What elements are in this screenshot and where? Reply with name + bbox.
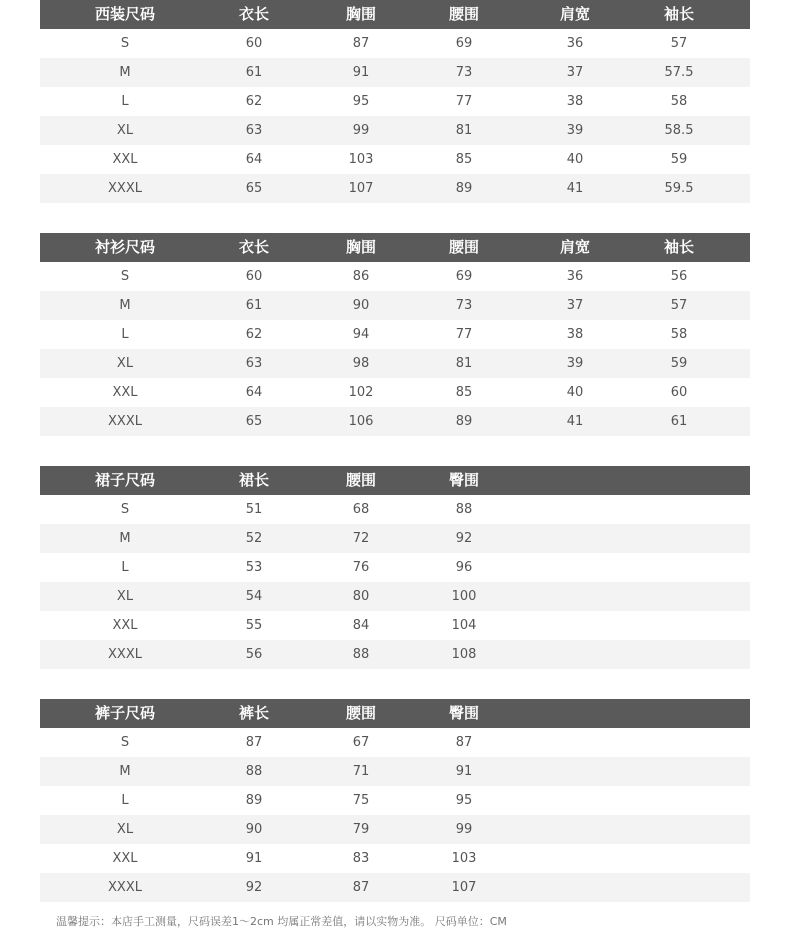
table-cell: 87 — [455, 735, 473, 750]
pants-size-table — [40, 699, 750, 902]
table-cell: 52 — [245, 531, 263, 546]
table-row — [40, 873, 750, 902]
table-cell: 85 — [455, 385, 473, 400]
table-cell: 62 — [245, 94, 263, 109]
table-cell: 61 — [670, 414, 688, 429]
table-cell: 75 — [352, 793, 370, 808]
table-row — [40, 553, 750, 582]
table-cell: 68 — [352, 502, 370, 517]
table-cell: 106 — [348, 414, 374, 429]
size-cell: L — [121, 560, 129, 575]
table-cell: 107 — [348, 181, 374, 196]
table-cell: 83 — [352, 851, 370, 866]
table-cell: 84 — [352, 618, 370, 633]
table-cell: 61 — [245, 298, 263, 313]
table-cell: 77 — [455, 327, 473, 342]
table-cell: 73 — [455, 298, 473, 313]
table-cell: 62 — [245, 327, 263, 342]
size-cell: XXXL — [108, 880, 142, 895]
table-cell: 60 — [245, 269, 263, 284]
table-cell: 91 — [455, 764, 473, 779]
table-row — [40, 582, 750, 611]
size-cell: XL — [116, 123, 134, 138]
header-cell: 裤子尺码 — [94, 704, 155, 722]
table-cell: 65 — [245, 414, 263, 429]
skirt-size-table — [40, 466, 750, 669]
size-cell: XXXL — [108, 181, 142, 196]
table-cell: 60 — [245, 36, 263, 51]
size-cell: M — [119, 298, 131, 313]
header-cell: 裙子尺码 — [94, 471, 155, 489]
table-cell: 57 — [670, 298, 688, 313]
size-cell: L — [121, 94, 129, 109]
size-cell: M — [119, 531, 131, 546]
table-header-row — [40, 466, 750, 495]
table-cell: 81 — [455, 123, 473, 138]
table-cell: 39 — [566, 123, 584, 138]
header-cell: 衬衫尺码 — [94, 238, 155, 256]
size-cell: M — [119, 764, 131, 779]
header-cell: 肩宽 — [559, 238, 590, 256]
table-cell: 81 — [455, 356, 473, 371]
table-row — [40, 349, 750, 378]
header-cell: 腰围 — [345, 704, 376, 722]
table-cell: 41 — [566, 414, 584, 429]
table-cell: 53 — [245, 560, 263, 575]
table-row — [40, 407, 750, 436]
table-cell: 107 — [451, 880, 477, 895]
table-row — [40, 815, 750, 844]
table-cell: 89 — [455, 414, 473, 429]
size-cell: M — [119, 65, 131, 80]
table-cell: 102 — [348, 385, 374, 400]
table-header-row — [40, 699, 750, 728]
table-cell: 54 — [245, 589, 263, 604]
size-cell: L — [121, 793, 129, 808]
table-cell: 64 — [245, 152, 263, 167]
table-cell: 72 — [352, 531, 370, 546]
size-cell: XXL — [112, 851, 138, 866]
table-row — [40, 728, 750, 757]
table-cell: 92 — [455, 531, 473, 546]
table-cell: 88 — [245, 764, 263, 779]
table-cell: 76 — [352, 560, 370, 575]
table-cell: 108 — [451, 647, 477, 662]
table-row — [40, 320, 750, 349]
table-row — [40, 291, 750, 320]
table-cell: 86 — [352, 269, 370, 284]
size-cell: XL — [116, 589, 134, 604]
table-cell: 36 — [566, 269, 584, 284]
size-cell: XXL — [112, 618, 138, 633]
table-cell: 51 — [245, 502, 263, 517]
table-cell: 40 — [566, 385, 584, 400]
table-cell: 104 — [451, 618, 477, 633]
header-cell: 袖长 — [663, 5, 694, 23]
header-cell: 西装尺码 — [94, 5, 155, 23]
table-cell: 38 — [566, 327, 584, 342]
table-row — [40, 524, 750, 553]
table-cell: 98 — [352, 356, 370, 371]
table-row — [40, 116, 750, 145]
header-cell: 袖长 — [663, 238, 694, 256]
footer-note: 温馨提示：本店手工测量，尺码误差1～2cm 均属正常差值，请以实物为准。 尺码单位：CM — [56, 915, 507, 928]
table-cell: 87 — [245, 735, 263, 750]
table-cell: 63 — [245, 356, 263, 371]
table-cell: 71 — [352, 764, 370, 779]
table-cell: 41 — [566, 181, 584, 196]
table-cell: 94 — [352, 327, 370, 342]
table-row — [40, 145, 750, 174]
table-cell: 89 — [455, 181, 473, 196]
table-cell: 63 — [245, 123, 263, 138]
table-cell: 88 — [455, 502, 473, 517]
table-cell: 87 — [352, 36, 370, 51]
table-cell: 99 — [455, 822, 473, 837]
table-cell: 100 — [451, 589, 477, 604]
table-cell: 91 — [352, 65, 370, 80]
table-cell: 58 — [670, 327, 688, 342]
table-row — [40, 844, 750, 873]
header-cell: 胸围 — [345, 238, 376, 256]
table-cell: 56 — [245, 647, 263, 662]
table-row — [40, 87, 750, 116]
table-cell: 55 — [245, 618, 263, 633]
header-cell: 腰围 — [345, 471, 376, 489]
table-header-row — [40, 0, 750, 29]
size-cell: XXXL — [108, 414, 142, 429]
table-row — [40, 58, 750, 87]
table-cell: 59.5 — [664, 181, 694, 196]
table-cell: 90 — [352, 298, 370, 313]
table-row — [40, 378, 750, 407]
table-cell: 40 — [566, 152, 584, 167]
header-cell: 腰围 — [448, 238, 479, 256]
table-row — [40, 262, 750, 291]
table-row — [40, 29, 750, 58]
shirt-size-table — [40, 233, 750, 436]
size-cell: L — [121, 327, 129, 342]
table-cell: 61 — [245, 65, 263, 80]
table-cell: 36 — [566, 36, 584, 51]
table-header-row — [40, 233, 750, 262]
table-cell: 60 — [670, 385, 688, 400]
size-cell: XXL — [112, 152, 138, 167]
header-cell: 裙长 — [238, 471, 269, 489]
size-cell: S — [120, 502, 130, 517]
table-cell: 58.5 — [664, 123, 694, 138]
table-cell: 57 — [670, 36, 688, 51]
size-cell: XXXL — [108, 647, 142, 662]
header-cell: 衣长 — [238, 5, 269, 23]
table-cell: 80 — [352, 589, 370, 604]
table-row — [40, 174, 750, 203]
table-cell: 37 — [566, 298, 584, 313]
table-cell: 58 — [670, 94, 688, 109]
header-cell: 臀围 — [448, 704, 479, 722]
table-row — [40, 611, 750, 640]
table-cell: 59 — [670, 152, 688, 167]
table-cell: 73 — [455, 65, 473, 80]
size-cell: XXL — [112, 385, 138, 400]
table-cell: 92 — [245, 880, 263, 895]
header-cell: 胸围 — [345, 5, 376, 23]
header-cell: 臀围 — [448, 471, 479, 489]
table-cell: 77 — [455, 94, 473, 109]
header-cell: 衣长 — [238, 238, 269, 256]
table-cell: 95 — [455, 793, 473, 808]
suit-size-table — [40, 0, 750, 203]
header-cell: 裤长 — [238, 704, 269, 722]
size-cell: S — [120, 36, 130, 51]
table-row — [40, 757, 750, 786]
table-cell: 69 — [455, 269, 473, 284]
header-cell: 肩宽 — [559, 5, 590, 23]
table-cell: 39 — [566, 356, 584, 371]
table-cell: 96 — [455, 560, 473, 575]
table-cell: 57.5 — [664, 65, 694, 80]
header-cell: 腰围 — [448, 5, 479, 23]
table-cell: 69 — [455, 36, 473, 51]
table-cell: 103 — [348, 152, 374, 167]
table-cell: 64 — [245, 385, 263, 400]
table-cell: 103 — [451, 851, 477, 866]
size-cell: XL — [116, 356, 134, 371]
table-cell: 59 — [670, 356, 688, 371]
size-cell: S — [120, 735, 130, 750]
table-cell: 38 — [566, 94, 584, 109]
table-row — [40, 495, 750, 524]
table-cell: 91 — [245, 851, 263, 866]
table-row — [40, 640, 750, 669]
table-cell: 87 — [352, 880, 370, 895]
table-cell: 88 — [352, 647, 370, 662]
table-cell: 67 — [352, 735, 370, 750]
table-cell: 65 — [245, 181, 263, 196]
table-cell: 37 — [566, 65, 584, 80]
table-cell: 85 — [455, 152, 473, 167]
size-cell: S — [120, 269, 130, 284]
table-cell: 79 — [352, 822, 370, 837]
size-cell: XL — [116, 822, 134, 837]
table-row — [40, 786, 750, 815]
table-cell: 99 — [352, 123, 370, 138]
table-cell: 89 — [245, 793, 263, 808]
table-cell: 56 — [670, 269, 688, 284]
table-cell: 90 — [245, 822, 263, 837]
table-cell: 95 — [352, 94, 370, 109]
